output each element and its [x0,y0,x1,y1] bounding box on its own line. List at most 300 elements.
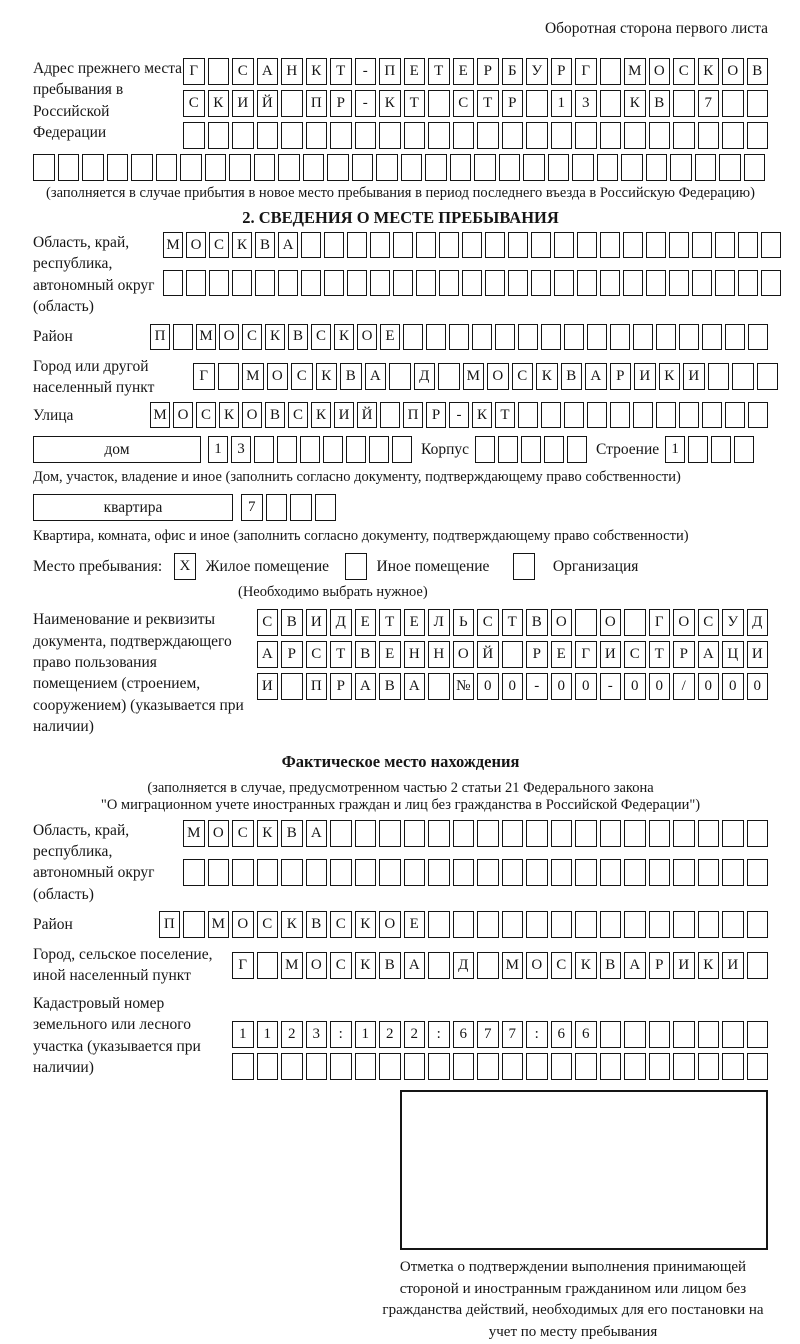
char-cell[interactable] [541,324,561,350]
char-cell[interactable]: Р [551,58,573,85]
char-cell[interactable]: 2 [281,1021,303,1048]
char-cell[interactable]: О [600,609,622,636]
char-cell[interactable] [163,270,183,296]
char-cell[interactable] [428,1053,450,1080]
char-cell[interactable] [205,154,227,181]
char-cell[interactable]: Т [477,90,499,117]
char-cell[interactable] [575,1053,597,1080]
char-cell[interactable]: : [526,1021,548,1048]
char-cell[interactable]: Р [426,402,446,428]
char-cell[interactable]: Т [330,58,352,85]
char-cell[interactable]: В [561,363,583,390]
char-cell[interactable]: В [526,609,548,636]
char-cell[interactable]: К [306,58,328,85]
char-cell[interactable] [477,911,499,938]
char-cell[interactable] [131,154,153,181]
char-cell[interactable] [404,820,426,847]
char-cell[interactable]: Н [404,641,426,668]
char-cell[interactable]: К [334,324,354,350]
char-cell[interactable]: Р [281,641,303,668]
char-cell[interactable] [508,232,528,258]
char-cell[interactable]: С [257,911,279,938]
char-cell[interactable] [306,859,328,886]
char-cell[interactable] [531,270,551,296]
char-cell[interactable]: Т [502,609,524,636]
char-cell[interactable]: Н [281,58,303,85]
char-cell[interactable] [633,402,653,428]
char-cell[interactable]: С [330,952,352,979]
char-cell[interactable] [551,820,573,847]
char-cell[interactable] [719,154,741,181]
char-cell[interactable] [379,122,401,149]
char-cell[interactable]: М [624,58,646,85]
char-cell[interactable] [572,154,594,181]
char-cell[interactable]: В [281,609,303,636]
char-cell[interactable] [355,859,377,886]
char-cell[interactable]: С [257,609,279,636]
char-cell[interactable] [477,1053,499,1080]
char-cell[interactable] [453,820,475,847]
char-cell[interactable]: - [526,673,548,700]
char-cell[interactable]: Е [355,609,377,636]
char-cell[interactable] [232,122,254,149]
char-cell[interactable] [502,911,524,938]
char-cell[interactable] [649,1021,671,1048]
char-cell[interactable] [621,154,643,181]
char-cell[interactable]: С [477,609,499,636]
char-cell[interactable] [306,1053,328,1080]
char-cell[interactable] [183,859,205,886]
char-cell[interactable] [404,122,426,149]
char-cell[interactable] [673,911,695,938]
char-cell[interactable]: О [232,911,254,938]
char-cell[interactable] [449,324,469,350]
char-cell[interactable]: Н [428,641,450,668]
char-cell[interactable]: О [453,641,475,668]
char-cell[interactable]: В [288,324,308,350]
char-cell[interactable]: И [232,90,254,117]
char-cell[interactable]: О [173,402,193,428]
char-cell[interactable]: И [683,363,705,390]
char-cell[interactable]: К [257,820,279,847]
char-cell[interactable]: К [624,90,646,117]
char-cell[interactable] [300,436,320,463]
char-cell[interactable]: 0 [624,673,646,700]
char-cell[interactable]: В [306,911,328,938]
char-cell[interactable]: Т [428,58,450,85]
char-cell[interactable] [315,494,337,521]
char-cell[interactable]: К [698,58,720,85]
char-cell[interactable] [404,1053,426,1080]
char-cell[interactable]: И [634,363,656,390]
char-cell[interactable] [600,232,620,258]
char-cell[interactable] [416,232,436,258]
char-cell[interactable] [232,1053,254,1080]
char-cell[interactable]: К [659,363,681,390]
char-cell[interactable]: 0 [722,673,744,700]
char-cell[interactable] [526,820,548,847]
char-cell[interactable] [521,436,541,463]
char-cell[interactable]: С [196,402,216,428]
char-cell[interactable] [623,270,643,296]
char-cell[interactable] [732,363,754,390]
char-cell[interactable]: Г [193,363,215,390]
char-cell[interactable]: Б [502,58,524,85]
char-cell[interactable]: Г [183,58,205,85]
char-cell[interactable]: С [209,232,229,258]
char-cell[interactable]: С [183,90,205,117]
char-cell[interactable] [370,270,390,296]
char-cell[interactable] [404,859,426,886]
char-cell[interactable] [575,820,597,847]
char-cell[interactable] [725,324,745,350]
char-cell[interactable] [692,232,712,258]
char-cell[interactable] [82,154,104,181]
char-cell[interactable] [747,90,769,117]
char-cell[interactable]: Т [495,402,515,428]
char-cell[interactable] [379,820,401,847]
char-cell[interactable] [183,911,205,938]
char-cell[interactable] [428,90,450,117]
char-cell[interactable] [156,154,178,181]
char-cell[interactable]: Г [232,952,254,979]
char-cell[interactable]: Г [575,58,597,85]
char-cell[interactable] [376,154,398,181]
char-cell[interactable]: М [196,324,216,350]
char-cell[interactable]: Е [380,324,400,350]
char-cell[interactable]: С [288,402,308,428]
char-cell[interactable]: Г [649,609,671,636]
char-cell[interactable] [544,436,564,463]
char-cell[interactable]: С [453,90,475,117]
char-cell[interactable] [747,859,769,886]
char-cell[interactable]: 2 [379,1021,401,1048]
char-cell[interactable] [600,270,620,296]
char-cell[interactable] [180,154,202,181]
char-cell[interactable]: П [379,58,401,85]
char-cell[interactable] [610,402,630,428]
char-cell[interactable]: 1 [665,436,685,463]
char-cell[interactable]: Ь [453,609,475,636]
char-cell[interactable]: 7 [698,90,720,117]
char-cell[interactable]: О [306,952,328,979]
char-cell[interactable] [646,232,666,258]
char-cell[interactable] [485,232,505,258]
char-cell[interactable] [278,270,298,296]
char-cell[interactable]: Й [257,90,279,117]
char-cell[interactable] [472,324,492,350]
char-cell[interactable] [392,436,412,463]
char-cell[interactable] [450,154,472,181]
char-cell[interactable] [453,1053,475,1080]
char-cell[interactable]: Р [477,58,499,85]
char-cell[interactable]: 3 [231,436,251,463]
char-cell[interactable]: В [379,673,401,700]
char-cell[interactable] [551,911,573,938]
char-cell[interactable] [649,1053,671,1080]
char-cell[interactable] [355,820,377,847]
char-cell[interactable] [692,270,712,296]
char-cell[interactable] [722,820,744,847]
char-cell[interactable]: М [502,952,524,979]
char-cell[interactable]: А [306,820,328,847]
char-cell[interactable]: Ц [722,641,744,668]
char-cell[interactable] [526,90,548,117]
char-cell[interactable]: 6 [575,1021,597,1048]
char-cell[interactable]: 3 [306,1021,328,1048]
char-cell[interactable] [428,673,450,700]
char-cell[interactable] [281,122,303,149]
char-cell[interactable]: С [551,952,573,979]
char-cell[interactable] [747,1021,769,1048]
char-cell[interactable]: Р [502,90,524,117]
char-cell[interactable] [600,122,622,149]
char-cell[interactable]: 0 [477,673,499,700]
char-cell[interactable] [257,122,279,149]
char-cell[interactable]: В [600,952,622,979]
char-cell[interactable] [761,270,781,296]
char-cell[interactable] [600,859,622,886]
char-cell[interactable] [393,232,413,258]
char-cell[interactable] [477,122,499,149]
char-cell[interactable] [575,859,597,886]
char-cell[interactable] [526,1053,548,1080]
char-cell[interactable]: К [219,402,239,428]
char-cell[interactable] [554,270,574,296]
char-cell[interactable] [393,270,413,296]
char-cell[interactable] [646,270,666,296]
char-cell[interactable] [761,232,781,258]
char-cell[interactable] [541,402,561,428]
char-cell[interactable] [747,911,769,938]
char-cell[interactable]: С [232,58,254,85]
char-cell[interactable] [747,1053,769,1080]
char-cell[interactable] [600,820,622,847]
char-cell[interactable] [577,270,597,296]
char-cell[interactable] [428,122,450,149]
char-cell[interactable]: К [281,911,303,938]
char-cell[interactable]: О [649,58,671,85]
char-cell[interactable] [624,1053,646,1080]
char-cell[interactable]: К [311,402,331,428]
char-cell[interactable] [669,232,689,258]
char-cell[interactable] [485,270,505,296]
char-cell[interactable] [669,270,689,296]
char-cell[interactable] [232,859,254,886]
char-cell[interactable]: У [526,58,548,85]
char-cell[interactable] [698,911,720,938]
char-cell[interactable] [600,58,622,85]
char-cell[interactable] [477,952,499,979]
char-cell[interactable] [495,324,515,350]
char-cell[interactable]: В [379,952,401,979]
char-cell[interactable]: А [698,641,720,668]
char-cell[interactable] [649,122,671,149]
char-cell[interactable] [673,1021,695,1048]
char-cell[interactable] [255,270,275,296]
char-cell[interactable]: 1 [551,90,573,117]
char-cell[interactable]: - [355,58,377,85]
char-cell[interactable] [425,154,447,181]
char-cell[interactable] [502,820,524,847]
char-cell[interactable]: П [306,90,328,117]
char-cell[interactable] [722,859,744,886]
char-cell[interactable]: М [242,363,264,390]
char-cell[interactable]: П [403,402,423,428]
char-cell[interactable] [209,270,229,296]
char-cell[interactable] [453,859,475,886]
char-cell[interactable] [526,859,548,886]
char-cell[interactable] [327,154,349,181]
char-cell[interactable] [698,1021,720,1048]
char-cell[interactable] [428,820,450,847]
char-cell[interactable] [564,402,584,428]
char-cell[interactable] [624,820,646,847]
char-cell[interactable]: - [355,90,377,117]
char-cell[interactable]: М [281,952,303,979]
char-cell[interactable]: А [365,363,387,390]
char-cell[interactable] [475,436,495,463]
char-cell[interactable] [575,911,597,938]
char-cell[interactable]: : [428,1021,450,1048]
char-cell[interactable] [257,859,279,886]
char-cell[interactable]: 7 [477,1021,499,1048]
char-cell[interactable] [548,154,570,181]
char-cell[interactable]: О [242,402,262,428]
char-cell[interactable] [526,911,548,938]
char-cell[interactable] [551,859,573,886]
char-cell[interactable] [498,436,518,463]
char-cell[interactable] [254,436,274,463]
char-cell[interactable]: С [306,641,328,668]
char-cell[interactable] [656,402,676,428]
stay-type-checkbox-residential[interactable]: X [174,553,196,580]
char-cell[interactable] [587,402,607,428]
char-cell[interactable] [711,436,731,463]
char-cell[interactable] [232,270,252,296]
char-cell[interactable] [355,1053,377,1080]
char-cell[interactable]: И [257,673,279,700]
char-cell[interactable] [257,1053,279,1080]
char-cell[interactable]: М [208,911,230,938]
char-cell[interactable] [379,859,401,886]
stay-type-checkbox-other[interactable] [345,553,367,580]
char-cell[interactable] [551,1053,573,1080]
char-cell[interactable]: 3 [575,90,597,117]
char-cell[interactable] [389,363,411,390]
char-cell[interactable]: О [357,324,377,350]
char-cell[interactable] [610,324,630,350]
char-cell[interactable]: Р [673,641,695,668]
char-cell[interactable] [673,1053,695,1080]
char-cell[interactable] [624,859,646,886]
char-cell[interactable] [58,154,80,181]
char-cell[interactable] [567,436,587,463]
char-cell[interactable] [277,436,297,463]
char-cell[interactable]: Е [551,641,573,668]
char-cell[interactable] [747,952,769,979]
char-cell[interactable] [453,911,475,938]
char-cell[interactable] [281,673,303,700]
char-cell[interactable] [554,232,574,258]
char-cell[interactable]: В [265,402,285,428]
char-cell[interactable] [673,820,695,847]
char-cell[interactable]: А [404,952,426,979]
char-cell[interactable]: И [600,641,622,668]
char-cell[interactable]: А [404,673,426,700]
char-cell[interactable] [744,154,766,181]
char-cell[interactable] [218,363,240,390]
char-cell[interactable]: А [585,363,607,390]
char-cell[interactable] [439,270,459,296]
char-cell[interactable] [600,90,622,117]
char-cell[interactable] [330,820,352,847]
char-cell[interactable] [698,122,720,149]
char-cell[interactable]: О [208,820,230,847]
char-cell[interactable] [330,1053,352,1080]
char-cell[interactable] [462,232,482,258]
char-cell[interactable] [757,363,779,390]
char-cell[interactable] [587,324,607,350]
char-cell[interactable] [324,270,344,296]
char-cell[interactable] [502,641,524,668]
char-cell[interactable] [324,232,344,258]
char-cell[interactable]: К [536,363,558,390]
char-cell[interactable]: Р [526,641,548,668]
char-cell[interactable] [477,859,499,886]
char-cell[interactable]: 0 [649,673,671,700]
char-cell[interactable] [722,90,744,117]
char-cell[interactable]: 0 [698,673,720,700]
char-cell[interactable]: Е [379,641,401,668]
char-cell[interactable] [748,324,768,350]
char-cell[interactable] [346,436,366,463]
char-cell[interactable]: О [551,609,573,636]
char-cell[interactable]: О [219,324,239,350]
char-cell[interactable]: 0 [575,673,597,700]
char-cell[interactable] [575,609,597,636]
char-cell[interactable] [462,270,482,296]
char-cell[interactable] [107,154,129,181]
char-cell[interactable]: К [355,952,377,979]
char-cell[interactable] [695,154,717,181]
char-cell[interactable] [526,122,548,149]
stay-type-checkbox-organization[interactable] [513,553,535,580]
char-cell[interactable] [208,859,230,886]
char-cell[interactable] [646,154,668,181]
char-cell[interactable]: Л [428,609,450,636]
char-cell[interactable] [688,436,708,463]
char-cell[interactable]: Р [610,363,632,390]
char-cell[interactable] [715,270,735,296]
char-cell[interactable] [600,1053,622,1080]
char-cell[interactable] [281,90,303,117]
char-cell[interactable] [439,232,459,258]
char-cell[interactable]: А [278,232,298,258]
char-cell[interactable] [670,154,692,181]
char-cell[interactable] [173,324,193,350]
char-cell[interactable] [502,859,524,886]
char-cell[interactable]: В [747,58,769,85]
char-cell[interactable] [347,270,367,296]
char-cell[interactable] [623,232,643,258]
char-cell[interactable] [323,436,343,463]
char-cell[interactable]: Т [379,609,401,636]
char-cell[interactable] [649,859,671,886]
char-cell[interactable] [656,324,676,350]
char-cell[interactable]: И [747,641,769,668]
char-cell[interactable] [477,820,499,847]
